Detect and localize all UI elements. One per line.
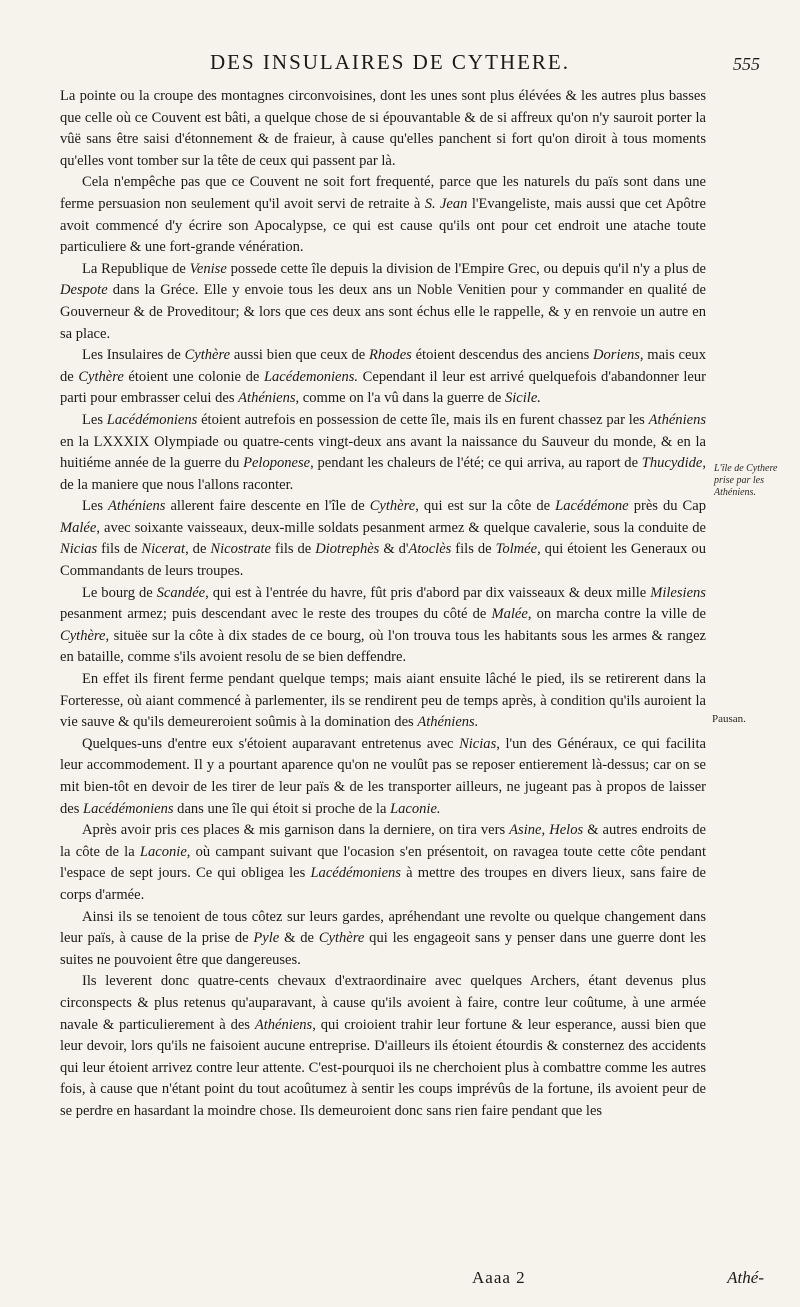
italic-run: Peloponese [243,455,311,472]
italic-run: Asine [509,822,542,839]
paragraph: Cela n'empêche pas que ce Couvent ne soit fort frequenté, parce que les naturels du païs sont dans une ferme persuasion non seulement qu'il avoit servi de retraite à S. Jean l'Evangeliste, mais aussi que cet Apôtre avoit commencé d'y écrire son Apocalypse, ce qui est cause qu'ils ont pour cet endroit une atache toute particuliere & une fort-grande vénération. [60,174,706,256]
italic-run: S. Jean [424,195,468,212]
paragraph: La Republique de Venise possede cette île depuis la division de l'Empire Grec, ou depuis qu'il n'y a plus de Despote dans la Gréce. Elle y envoie tous les deux ans un Noble Venitien pour y commander en qualité de Gouverneur & de Proveditour; & lors que ces deux ans sont échus elle le rappelle, & y en renvoie un autre en sa place. [60,260,706,342]
italic-run: Athéniens [648,411,707,428]
italic-run: Laconie. [390,800,441,817]
italic-run: Tolmée [495,541,538,558]
italic-run: Sicile. [504,390,541,407]
italic-run: Thucydide [641,455,703,472]
page-number: 555 [733,54,760,74]
catchword: Athé- [727,1268,764,1287]
italic-run: Pyle [253,930,280,947]
italic-run: Helos [549,822,584,839]
body-text [60,86,706,1123]
paragraph: Après avoir pris ces places & mis garnison dans la derniere, on tira vers Asine, Helos & autres endroits de la côte de la Laconie, où campant suivant que l'ocasion s'en présentoit, on ravagea toute cette côte pendant l'espace de sept jours. Ce qui obligea les Lacédémoniens à mettre des troupes en divers lieux, sans faire de corps d'armée. [60,822,707,903]
italic-run: Nicias [60,541,98,558]
italic-run: Lacédémoniens [83,800,174,817]
italic-run: Lacédémone [555,498,629,515]
italic-run: Cythère [60,627,106,644]
paragraph: Quelques-uns d'entre eux s'étoient auparavant entretenus avec Nicias, l'un des Généraux, ce qui facilita leur accommodement. Il y a pourtant aparence qu'on ne voulût pas se reposer entierement là-dessus; car on se mit bien-tôt en devoir de les tirer de leur païs & de les transporter ailleurs, ne jugeant pas à propos de laisser des Lacédémoniens dans une île qui étoit si proche de la Laconie. [60,735,706,817]
paragraph: Le bourg de Scandée, qui est à l'entrée du havre, fût pris d'abord par dix vaisseaux & deux mille Milesiens pesanment armez; puis descendant avec le reste des troupes du côté de Malée, on marcha contre la ville de Cythère, situëe sur la côte à dix stades de ce bourg, où l'on trouva tous les habitants sous les armes & rangez en bataille, comme s'ils avoient resolu de se bien deffendre. [60,584,706,666]
italic-run: Malée [491,606,528,623]
italic-run: Athéniens [238,390,296,407]
italic-run: Cythère [318,930,365,947]
italic-run: Despote [60,282,108,299]
paragraph: Ainsi ils se tenoient de tous côtez sur leurs gardes, apréhendant une revolte ou quelque changement dans leur païs, à cause de la prise de Pyle & de Cythère qui les engageoit sans y penser dans une guerre dont les suites ne pouvoient être que dangereuses. [60,908,706,968]
paragraph: Les Lacédémoniens étoient autrefois en possession de cette île, mais ils en furent chassez par les Athéniens en la LXXXIX Olympiade ou quatre-cents vingt-deux ans avant la naissance du Sauveur du monde, & en la huitiéme année de la guerre du Peloponese, pendant les chaleurs de l'été; ce qui arriva, au raport de Thucydide, de la maniere que nous l'allons raconter. [60,411,707,493]
paragraph: Ils leverent donc quatre-cents chevaux d'extraordinaire avec quelques Archers, étant devenus plus circonspects & plus retenus qu'auparavant, à cause qu'ils avoient à faire, contre leur coûtume, à une armée navale & particulierement à des Athéniens, qui croioient trahir leur fortune & leur esperance, aussi bien que leur devoir, lors qu'ils ne faisoient aucune entreprise. D'ailleurs ils étoient étourdis & consternez des accidents qui leur étoient arrivez contre leur attente. C'est-pourquoi ils ne cherchoient plus à combattre comme les autres fois, à cause que n'étant point du tout acoûtumez à sentir les coups imprévûs de la fortune, ils avoient peur de se perdre en hasardant la moindre chose. Ils demeuroient donc sans rien faire pendant que les [60,973,706,1119]
paragraph: La pointe ou la croupe des montagnes circonvoisines, dont les unes sont plus élévées & les autres plus basses que celle où ce Couvent est bâti, a quelque chose de si épouvantable & de si affreux qu'on n'y sauroit porter la vûë sans être saisi d'étonnement & de fraieur, à cause qu'elles panchent si fort qu'on diroit à tous moments qu'elles vont tomber sur la tête de ceux qui passent par là. [60,88,706,169]
italic-run: Rhodes [369,347,412,364]
italic-run: Diotrephès [315,541,380,558]
italic-run: Malée [60,519,97,536]
paragraph: En effet ils firent ferme pendant quelque temps; mais aiant ensuite lâché le pied, ils se retirerent dans la Forteresse, où aiant commencé à parlementer, ils se rendirent peu de temps après, à condition qu'ils auroient la vie sauve & qu'ils demeureroient soûmis à la domination des Athéniens. [60,671,706,731]
italic-run: Lacédemoniens. [263,368,359,385]
page-footer [60,1268,766,1292]
italic-run: Lacédémoniens [310,865,401,882]
italic-run: Laconie [139,843,187,860]
italic-run: Cythère [369,498,416,515]
italic-run: Athéniens. [417,714,479,731]
italic-run: Milesiens [650,584,706,601]
italic-run: Venise [189,260,227,277]
italic-run: Lacédémoniens [106,411,198,428]
page-header [64,48,760,84]
italic-run: Atoclès [408,541,452,558]
margin-note: L'île de Cythere prise par les Athéniens. [714,463,778,498]
italic-run: Cythère [78,368,124,385]
italic-run: Scandée [156,584,206,601]
running-title: DES INSULAIRES DE CYTHERE. [210,50,570,74]
italic-run: Nicias [459,735,497,752]
italic-run: Cythère [184,347,231,364]
signature-mark: Aaaa 2 [472,1268,526,1287]
paragraph: Les Athéniens allerent faire descente en l'île de Cythère, qui est sur la côte de Lacédémone près du Cap Malée, avec soixante vaisseaux, deux-mille soldats pesanment armez & quelque cavalerie, sous la conduite de Nicias fils de Nicerat, de Nicostrate fils de Diotrephès & d'Atoclès fils de Tolmée, qui étoient les Generaux ou Commandants de leurs troupes. [60,498,706,580]
italic-run: Nicerat [141,541,186,558]
italic-run: Athéniens [254,1016,313,1033]
margin-citation: Pausan. [712,713,746,725]
italic-run: Doriens [593,347,640,364]
italic-run: Athéniens [108,498,166,515]
paragraph: Les Insulaires de Cythère aussi bien que ceux de Rhodes étoient descendus des anciens Doriens, mais ceux de Cythère étoient une colonie de Lacédemoniens. Cependant il leur est arrivé quelquefois d'abandonner leur parti pour embrasser celui des Athéniens, comme on l'a vû dans la guerre de Sicile. [60,347,707,407]
italic-run: Nicostrate [210,541,271,558]
